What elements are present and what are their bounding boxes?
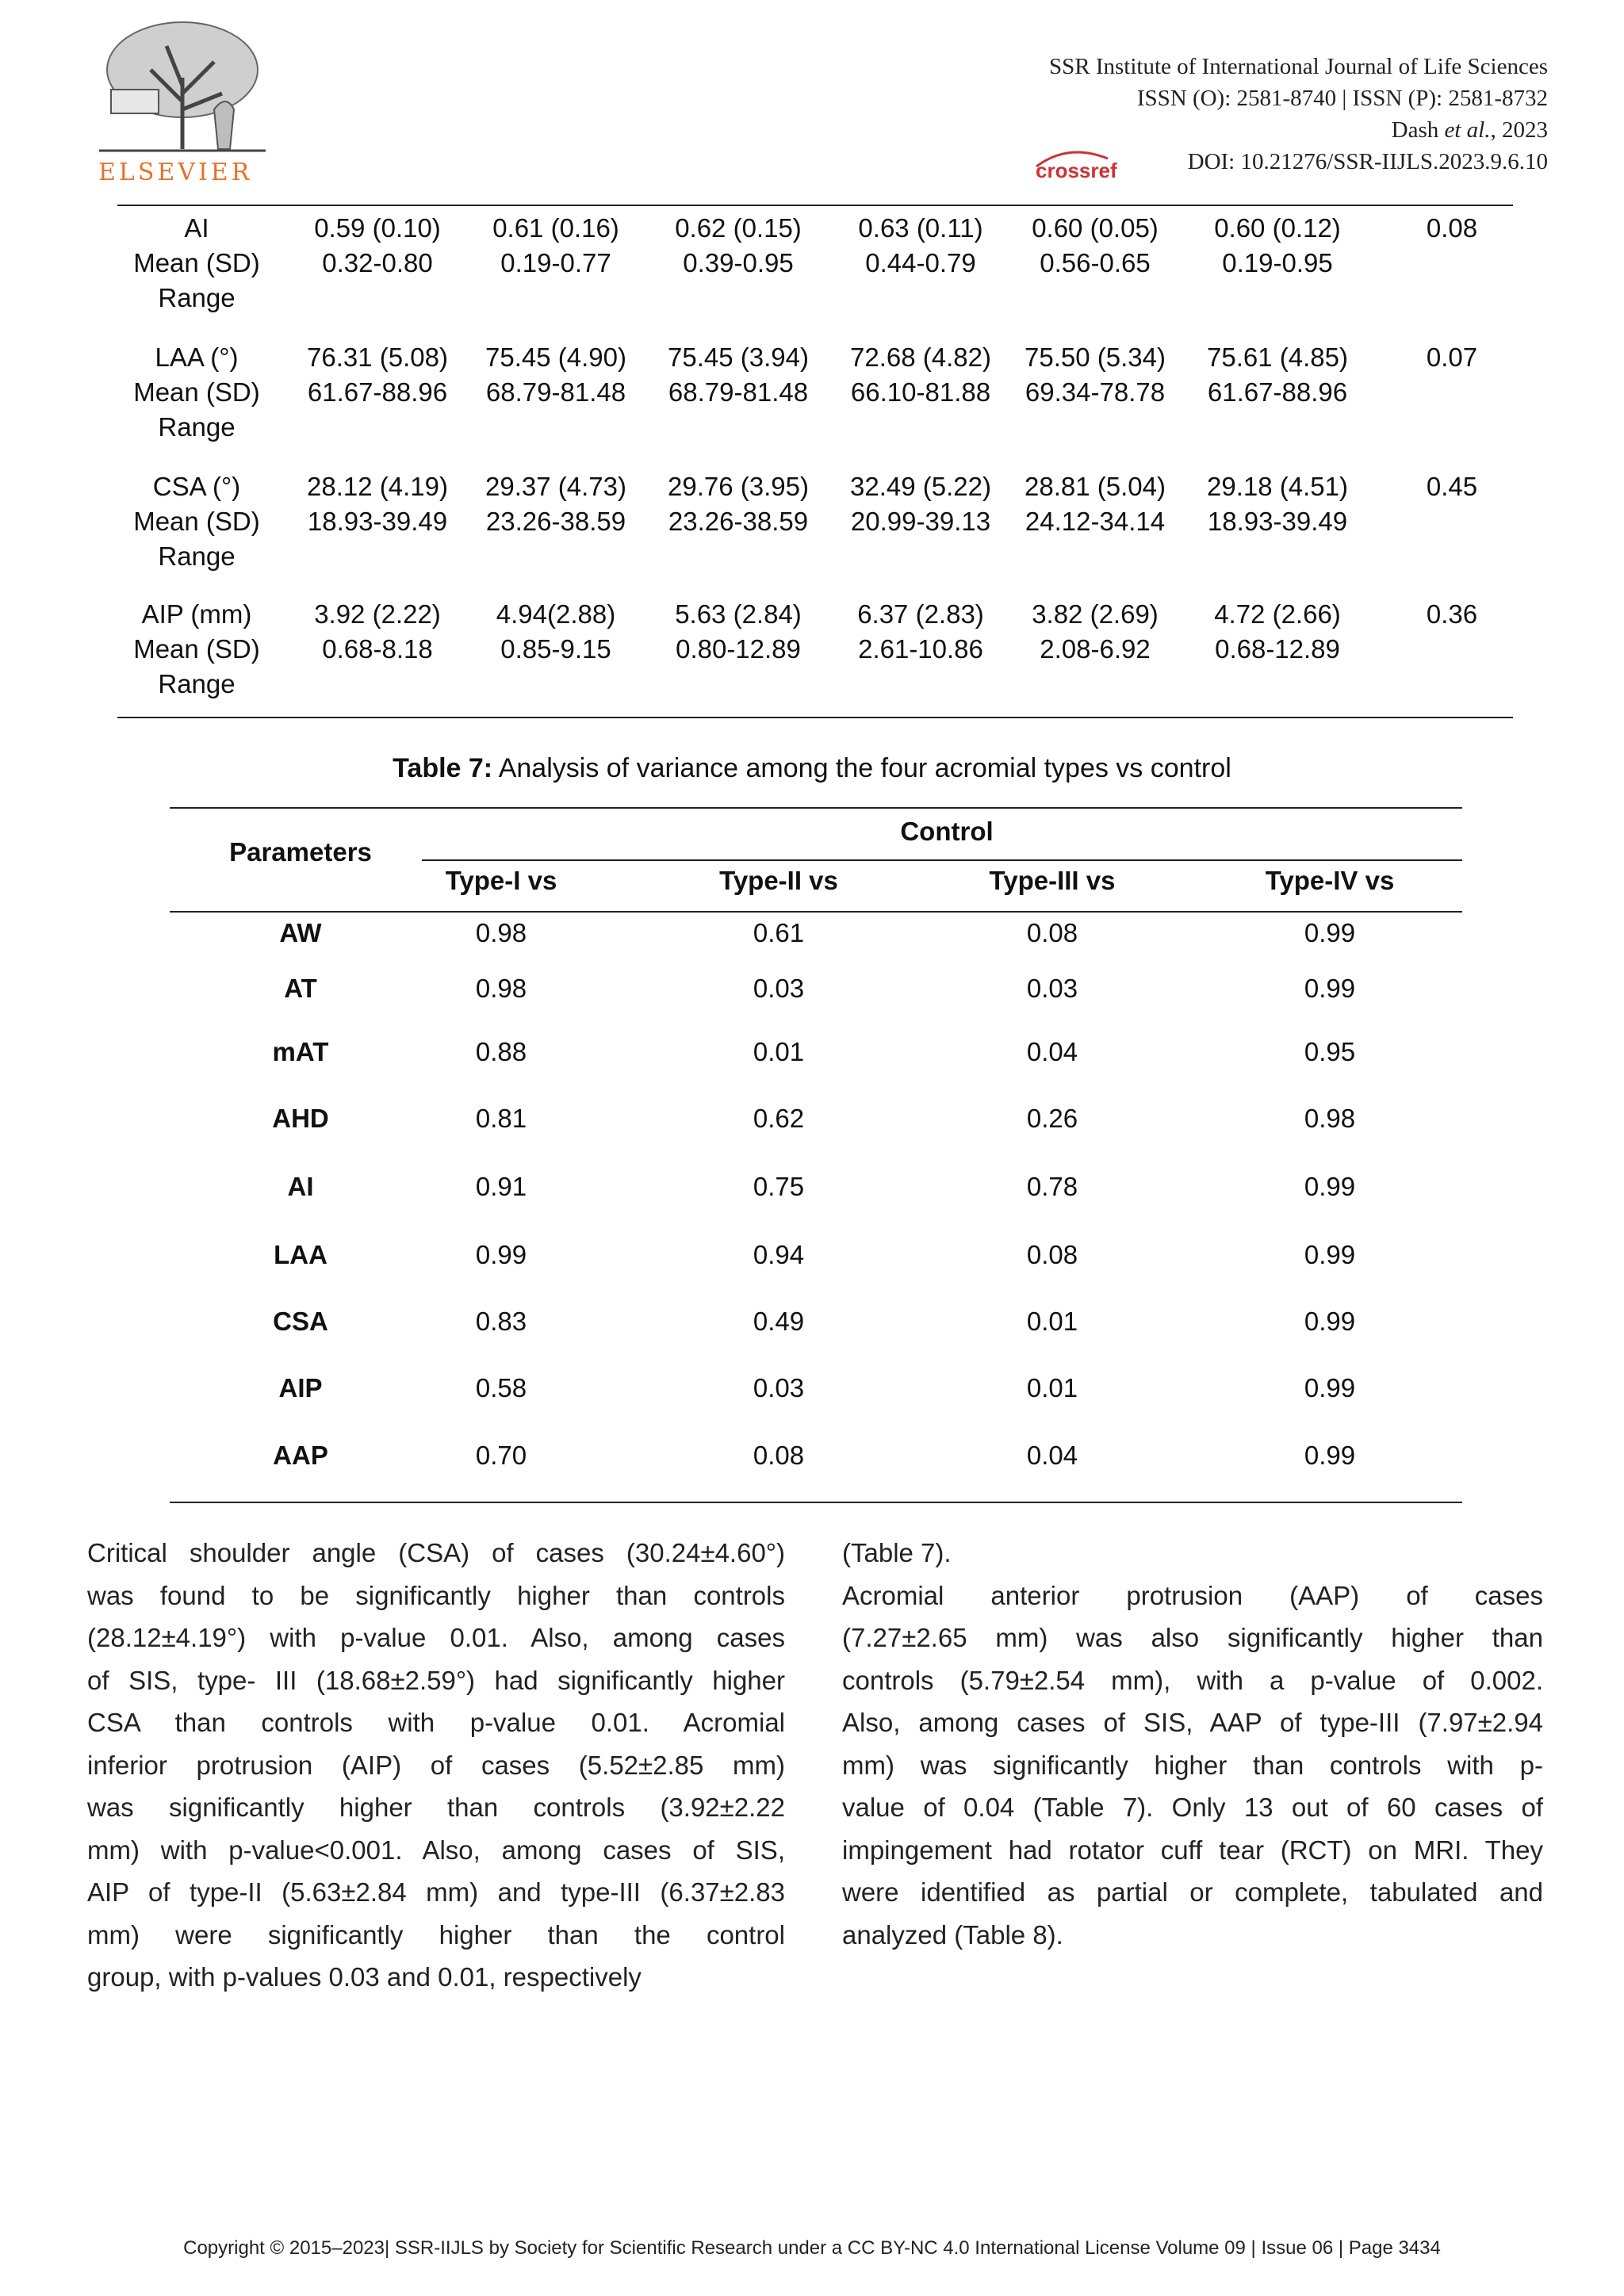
table7-cell: 0.99 xyxy=(475,1240,527,1269)
table7-row xyxy=(170,1307,1462,1346)
table6-cell: 4.94(2.88) 0.85-9.15 xyxy=(496,599,616,664)
text-line: were identified as partial or complete, tabulated and xyxy=(842,1877,1543,1907)
page-footer: Copyright © 2015–2023| SSR-IIJLS by Society for Scientific Research under a CC BY-NC 4.0 International License Volume 09 | Issue 06 | Page 3434 xyxy=(183,2237,1441,2259)
table7-cell: 0.08 xyxy=(753,1441,805,1470)
text-line: was significantly higher than controls (3.92±2.22 xyxy=(87,1793,785,1822)
table7-row xyxy=(170,1172,1462,1211)
text-line: of SIS, type- III (18.68±2.59°) had significantly higher xyxy=(87,1665,785,1695)
table7-caption: Table 7: Analysis of variance among the four acromial types vs control xyxy=(393,753,1231,783)
table7-cell: 0.01 xyxy=(753,1037,805,1066)
table7-column-header: Type-IV vs xyxy=(1265,866,1395,895)
table7-cell: 0.78 xyxy=(1026,1172,1078,1201)
table6-cell: 29.37 (4.73) 23.26-38.59 xyxy=(485,472,626,536)
elsevier-tree-icon xyxy=(95,14,270,157)
table7-group-header: Control xyxy=(900,817,994,846)
table6-row-label: AI Mean (SD) Range xyxy=(133,213,260,312)
table7-param: CSA xyxy=(273,1307,328,1336)
table6-cell: 0.60 (0.05) 0.56-0.65 xyxy=(1032,213,1159,277)
text-line: controls (5.79±2.54 mm), with a p-value of 0.002. xyxy=(842,1665,1543,1695)
table7-bottom-rule xyxy=(170,1502,1462,1503)
table7-column-header: Type-II vs xyxy=(719,866,838,895)
table7-cell: 0.98 xyxy=(475,974,527,1003)
table7-cell: 0.95 xyxy=(1304,1037,1356,1066)
text-line: value of 0.04 (Table 7). Only 13 out of 60 cases of xyxy=(842,1793,1543,1822)
text-line: mm) with p-value<0.001. Also, among cases of SIS, xyxy=(87,1835,785,1865)
table6-cell: 0.60 (0.12) 0.19-0.95 xyxy=(1214,213,1341,277)
table7-cell: 0.62 xyxy=(753,1104,805,1133)
table7-cell: 0.88 xyxy=(475,1037,527,1066)
text-line: impingement had rotator cuff tear (RCT) on MRI. They xyxy=(842,1835,1543,1865)
text-line: CSA than controls with p-value 0.01. Acromial xyxy=(87,1708,785,1737)
text-line: Also, among cases of SIS, AAP of type-III (7.97±2.94 xyxy=(842,1708,1543,1737)
table6-cell: 75.50 (5.34) 69.34-78.78 xyxy=(1025,342,1166,407)
table7-param: AW xyxy=(279,918,322,947)
text-line: Critical shoulder angle (CSA) of cases (30.24±4.60°) xyxy=(87,1538,785,1567)
table6-row xyxy=(117,340,1513,459)
table7-cell: 0.99 xyxy=(1304,1307,1356,1336)
publisher-name: ELSEVIER xyxy=(98,159,253,186)
table6-cell: 28.81 (5.04) 24.12-34.14 xyxy=(1025,472,1166,536)
body-text-left xyxy=(87,1532,785,1999)
table6-cell: 32.49 (5.22) 20.99-39.13 xyxy=(850,472,991,536)
table7-column-header: Type-I vs xyxy=(445,866,557,895)
table6-cell: 29.18 (4.51) 18.93-39.49 xyxy=(1207,472,1348,536)
body-text-right xyxy=(842,1532,1543,1956)
table7-cell: 0.94 xyxy=(753,1240,805,1269)
table7-param: AI xyxy=(287,1172,314,1201)
table6-cell: 5.63 (2.84) 0.80-12.89 xyxy=(675,599,802,664)
table6-p-value: 0.36 xyxy=(1426,599,1478,629)
table7-param: mAT xyxy=(272,1037,329,1066)
table7-cell: 0.70 xyxy=(475,1441,527,1470)
table6-cell: 0.63 (0.11) 0.44-0.79 xyxy=(858,213,983,277)
table7-cell: 0.49 xyxy=(753,1307,805,1336)
table7-cell: 0.99 xyxy=(1304,918,1356,947)
table7-cell: 0.08 xyxy=(1026,1240,1078,1269)
table7-cell: 0.99 xyxy=(1304,974,1356,1003)
table7-cell: 0.03 xyxy=(753,1373,805,1402)
table7-row xyxy=(170,1037,1462,1077)
table7-cell: 0.75 xyxy=(753,1172,805,1201)
table7-cell: 0.01 xyxy=(1026,1373,1078,1402)
issn: ISSN (O): 2581-8740 | ISSN (P): 2581-8732 xyxy=(1136,86,1548,111)
table7-cell: 0.98 xyxy=(1304,1104,1356,1133)
table7-cell: 0.08 xyxy=(1026,918,1078,947)
table7-row xyxy=(170,974,1462,1013)
table7-cell: 0.99 xyxy=(1304,1240,1356,1269)
table7-cell: 0.04 xyxy=(1026,1441,1078,1470)
table7-group-rule xyxy=(422,859,1462,861)
table7-top-rule xyxy=(170,807,1462,809)
doi[interactable]: DOI: 10.21276/SSR-IIJLS.2023.9.6.10 xyxy=(1187,149,1548,174)
table7-cell: 0.03 xyxy=(753,974,805,1003)
table7-cell: 0.81 xyxy=(475,1104,527,1133)
table7-cell: 0.58 xyxy=(475,1373,527,1402)
text-line: group, with p-values 0.03 and 0.01, respectively xyxy=(87,1962,642,1992)
elsevier-logo xyxy=(95,14,270,186)
text-line: mm) were significantly higher than the control xyxy=(87,1919,785,1950)
crossref-label: crossref xyxy=(1036,159,1117,182)
table7-param-header: Parameters xyxy=(229,837,372,867)
table7-param: AHD xyxy=(272,1104,329,1133)
table7-param: AT xyxy=(284,974,317,1003)
table6-cell: 72.68 (4.82) 66.10-81.88 xyxy=(850,342,991,407)
table7-cell: 0.04 xyxy=(1026,1037,1078,1066)
journal-name: SSR Institute of International Journal of Life Sciences xyxy=(1049,54,1548,79)
text-line: inferior protrusion (AIP) of cases (5.52±2.85 mm) xyxy=(87,1750,785,1780)
table6-cell: 75.45 (3.94) 68.79-81.48 xyxy=(668,342,809,407)
table6-cell: 29.76 (3.95) 23.26-38.59 xyxy=(668,472,809,536)
table6-bottom-rule xyxy=(117,717,1513,718)
table7-cell: 0.01 xyxy=(1026,1307,1078,1336)
table6-p-value: 0.07 xyxy=(1426,342,1478,372)
table7-cell: 0.83 xyxy=(475,1307,527,1336)
text-line: (7.27±2.65 mm) was also significantly higher than xyxy=(842,1623,1543,1652)
table6-cell: 3.82 (2.69) 2.08-6.92 xyxy=(1032,599,1159,664)
table7-cell: 0.61 xyxy=(753,918,805,947)
table6-row-label: AIP (mm) Mean (SD) Range xyxy=(133,599,260,698)
table7-cell: 0.99 xyxy=(1304,1373,1356,1402)
table6-cell: 4.72 (2.66) 0.68-12.89 xyxy=(1214,599,1341,664)
table6-row xyxy=(117,597,1513,716)
text-line: (28.12±4.19°) with p-value 0.01. Also, among cases xyxy=(87,1623,785,1652)
table6-cell: 75.45 (4.90) 68.79-81.48 xyxy=(485,342,626,407)
crossref-icon[interactable] xyxy=(1032,143,1143,182)
text-line: analyzed (Table 8). xyxy=(842,1919,1063,1950)
table6-cell: 76.31 (5.08) 61.67-88.96 xyxy=(307,342,448,407)
table6-p-value: 0.45 xyxy=(1426,472,1478,501)
table7-row xyxy=(170,1104,1462,1143)
table7-cell: 0.98 xyxy=(475,918,527,947)
text-line: AIP of type-II (5.63±2.84 mm) and type-III (6.37±2.83 xyxy=(87,1877,785,1907)
table7-cell: 0.99 xyxy=(1304,1172,1356,1201)
table7-row xyxy=(170,1240,1462,1280)
table7-row xyxy=(170,1441,1462,1480)
text-line: was found to be significantly higher than controls xyxy=(87,1580,785,1610)
table6-cell: 28.12 (4.19) 18.93-39.49 xyxy=(307,472,448,536)
table6-cell: 0.59 (0.10) 0.32-0.80 xyxy=(314,213,441,277)
table6-cell: 0.62 (0.15) 0.39-0.95 xyxy=(675,213,802,277)
table7-cell: 0.99 xyxy=(1304,1441,1356,1470)
author-line: Dash et al., 2023 xyxy=(1391,117,1548,143)
table6-p-value: 0.08 xyxy=(1426,213,1478,243)
table7-column-header: Type-III vs xyxy=(989,866,1116,895)
table7-param: AIP xyxy=(278,1373,323,1402)
table7-cell: 0.03 xyxy=(1026,974,1078,1003)
table6-cell: 3.92 (2.22) 0.68-8.18 xyxy=(314,599,441,664)
header-rule xyxy=(117,205,1513,206)
table7-cell: 0.26 xyxy=(1026,1104,1078,1133)
table6-cell: 0.61 (0.16) 0.19-0.77 xyxy=(492,213,619,277)
table7-row xyxy=(170,918,1462,958)
text-line: (Table 7). xyxy=(842,1538,952,1567)
text-line: Acromial anterior protrusion (AAP) of cases xyxy=(842,1580,1543,1610)
table6-row-label: CSA (°) Mean (SD) Range xyxy=(133,472,260,571)
table7-header-rule xyxy=(170,911,1462,913)
table7-param: LAA xyxy=(274,1240,327,1269)
table7-param: AAP xyxy=(273,1441,328,1470)
table6-row-label: LAA (°) Mean (SD) Range xyxy=(133,342,260,442)
table7-row xyxy=(170,1373,1462,1413)
table6-cell: 6.37 (2.83) 2.61-10.86 xyxy=(857,599,984,664)
table6-row xyxy=(117,469,1513,588)
table6-cell: 75.61 (4.85) 61.67-88.96 xyxy=(1207,342,1348,407)
table7-cell: 0.91 xyxy=(475,1172,527,1201)
table6-row xyxy=(117,211,1513,330)
text-line: mm) was significantly higher than controls with p- xyxy=(842,1750,1543,1780)
